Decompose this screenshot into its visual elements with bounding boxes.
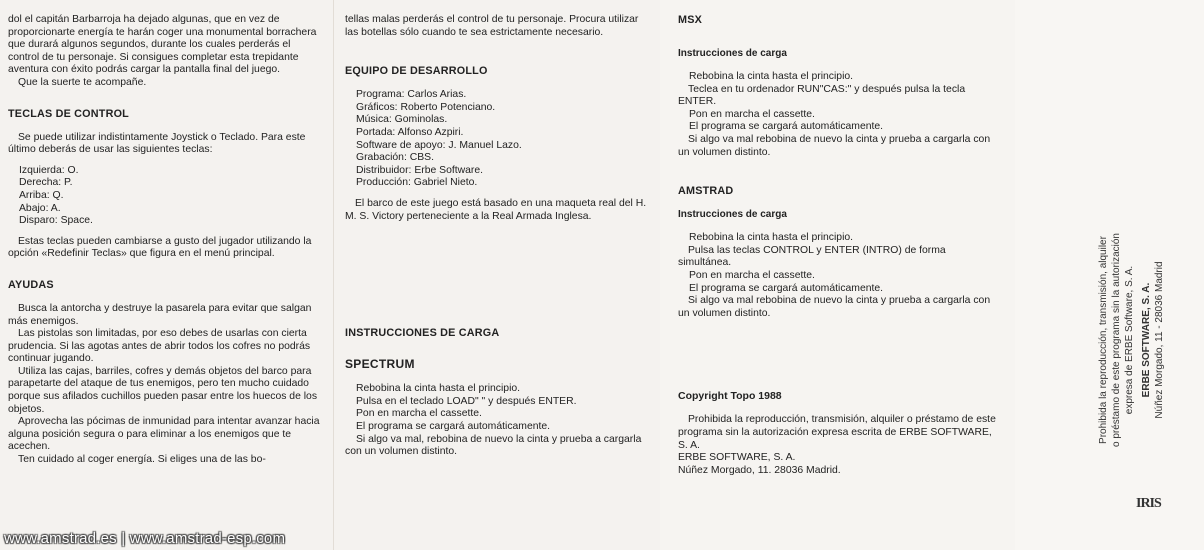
ayuda-paragraph: Utiliza las cajas, barriles, cofres y demás objetos del barco para parapetarte del ataque de tus enemigos, pero ten mucho cuidado porque sus afilados cuchillos pueden pasar entre los huecos de los objetos. [8, 365, 318, 415]
ayuda-paragraph: Las pistolas son limitadas, por eso debes de usarlas con cierta prudencia. Si las agotas antes de abrir todos los cofres no podrás continuar jugando. [8, 328, 311, 365]
panel-column-1 [0, 0, 333, 550]
key-item: Abajo: A. [19, 202, 61, 214]
credit-item: Distribuidor: Erbe Software. [356, 164, 484, 176]
amstrad-step: Pon en marcha el cassette. [689, 269, 815, 281]
spectrum-step: Rebobina la cinta hasta el principio. [356, 383, 521, 395]
ayuda-paragraph: Aprovecha las pócimas de inmunidad para intentar avanzar hacia alguna posición segura o para eliminar a los enemigos que te acechen. [8, 416, 320, 453]
spine-company: ERBE SOFTWARE, S. A. [1141, 282, 1152, 398]
spine-line: expresa de ERBE Software, S. A. [1124, 265, 1135, 415]
copyright-title: Copyright Topo 1988 [678, 390, 782, 403]
spine-line: Prohibida la reproducción, transmisión, alquiler [1098, 236, 1109, 444]
spectrum-step: El programa se cargará automáticamente. [356, 420, 551, 432]
credit-item: Programa: Carlos Arias. [356, 89, 467, 101]
msx-step: Si algo va mal rebobina de nuevo la cinta y prueba a cargarla con un volumen distinto. [678, 133, 991, 158]
amstrad-subtitle: Instrucciones de carga [678, 209, 787, 221]
credit-item: Música: Gominolas. [356, 114, 448, 126]
key-item: Derecha: P. [19, 177, 73, 189]
spectrum-step: Si algo va mal, rebobina de nuevo la cinta y prueba a cargarla con un volumen distinto. [345, 433, 642, 458]
ayuda-paragraph: Ten cuidado al coger energía. Si eliges una de las bo- [18, 454, 266, 466]
section-title-spectrum: SPECTRUM [345, 357, 415, 372]
amstrad-step: Pulsa las teclas CONTROL y ENTER (INTRO) de forma simultánea. [678, 244, 946, 269]
panel-column-2 [333, 0, 660, 550]
msx-subtitle: Instrucciones de carga [678, 48, 787, 59]
panel-column-3 [660, 0, 1015, 550]
credit-item: Grabación: CBS. [356, 152, 434, 164]
amstrad-step: Rebobina la cinta hasta el principio. [689, 232, 854, 244]
credit-item: Software de apoyo: J. Manuel Lazo. [356, 139, 522, 151]
good-luck-text: Que la suerte te acompañe. [18, 76, 147, 88]
key-item: Izquierda: O. [19, 164, 79, 176]
company-name: ERBE SOFTWARE, S. A. [678, 452, 796, 464]
ayuda-paragraph: Busca la antorcha y destruye la pasarela para evitar que salgan más enemigos. [8, 302, 312, 327]
barco-note: El barco de este juego está basado en una maqueta real del H. M. S. Victory perteneciente a la Real Armada Inglesa. [345, 197, 647, 222]
watermark-text: www.amstrad.es | www.amstrad-esp.com [4, 530, 286, 547]
section-title-msx: MSX [678, 14, 702, 26]
teclas-intro: Se puede utilizar indistintamente Joystick o Teclado. Para este último deberás de usar las siguientes teclas: [8, 131, 306, 156]
key-item: Disparo: Space. [19, 215, 93, 227]
section-title-teclas: TECLAS DE CONTROL [8, 107, 129, 120]
amstrad-step: El programa se cargará automáticamente. [689, 282, 884, 294]
iris-logo-text: IRIS [1136, 496, 1161, 511]
msx-step: Rebobina la cinta hasta el principio. [689, 71, 854, 82]
section-title-carga: INSTRUCCIONES DE CARGA [345, 327, 500, 340]
spectrum-step: Pon en marcha el cassette. [356, 408, 482, 420]
section-title-amstrad: AMSTRAD [678, 185, 734, 198]
spine-address: Núñez Morgado, 11 - 28036 Madrid [1154, 261, 1165, 419]
msx-step: Pon en marcha el cassette. [689, 108, 815, 120]
key-item: Arriba: Q. [19, 189, 64, 201]
credit-item: Producción: Gabriel Nieto. [356, 177, 478, 189]
msx-step: Teclea en tu ordenador RUN"CAS:" y después pulsa la tecla ENTER. [678, 83, 966, 108]
amstrad-step: Si algo va mal rebobina de nuevo la cinta y prueba a cargarla con un volumen distinto. [678, 295, 991, 319]
credit-item: Portada: Alfonso Azpiri. [356, 126, 464, 138]
msx-step: El programa se cargará automáticamente. [689, 121, 884, 133]
credit-item: Gráficos: Roberto Potenciano. [356, 101, 496, 113]
spine-line: o préstamo de este programa sin la autorización [1111, 233, 1122, 448]
spectrum-step: Pulsa en el teclado LOAD" " y después ENTER. [356, 395, 577, 407]
iris-logo [1136, 496, 1178, 520]
company-address: Núñez Morgado, 11. 28036 Madrid. [678, 464, 841, 476]
copyright-text: Prohibida la reproducción, transmisión, alquiler o préstamo de este programa sin la autorización expresa escrita de ERBE SOFTWARE, S. A. [678, 414, 996, 451]
intro-paragraph: dol el capitán Barbarroja ha dejado algunas, que en vez de proporcionarte energía te harán coger una monumental borrachera que durará algunos segundos, durante los cuales perderás el control de tu personaje. Si consigues completar esta trepidante aventura con éxito podrás cargar la pantalla final del juego. [8, 14, 317, 76]
teclas-note: Estas teclas pueden cambiarse a gusto del jugador utilizando la opción «Redefinir Teclas» que figura en el menú principal. [8, 235, 312, 260]
spine-vertical-text [1097, 140, 1166, 540]
section-title-equipo: EQUIPO DE DESARROLLO [345, 65, 488, 78]
bottles-paragraph: tellas malas perderás el control de tu personaje. Procura utilizar las botellas sólo cuando te sea estrictamente necesario. [345, 14, 639, 38]
section-title-ayudas: AYUDAS [8, 278, 54, 291]
